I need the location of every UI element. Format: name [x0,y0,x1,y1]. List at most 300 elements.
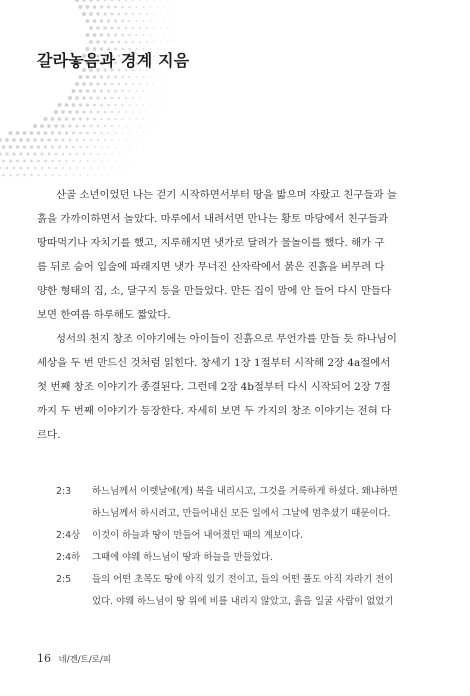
halftone-dot [128,20,130,22]
halftone-dot [65,146,68,149]
halftone-dot [75,0,79,2]
halftone-dot [48,153,51,156]
halftone-dot [72,146,75,149]
halftone-dot [114,20,117,23]
halftone-dot [20,167,23,170]
verse-item [56,525,436,547]
halftone-dot [122,175,123,176]
halftone-dot [16,131,20,135]
halftone-dot [82,0,86,2]
halftone-dot [72,160,74,162]
halftone-dot [94,174,95,175]
halftone-dot [79,75,83,79]
halftone-dot [143,20,145,22]
halftone-dot [125,125,127,127]
halftone-dot [65,131,68,134]
halftone-dot [160,97,161,98]
halftone-dot [75,124,78,127]
halftone-dot [97,111,100,114]
halftone-dot [104,139,106,141]
halftone-dot [2,174,5,177]
halftone-dot [2,159,5,162]
verse-line: 들의 어떤 초목도 땅에 아직 있기 전이고, 들의 어떤 풀도 아직 자라기 전이 [92,574,394,585]
halftone-dot [96,40,100,44]
halftone-dot [100,104,103,107]
halftone-dot [100,75,103,78]
halftone-dot [72,132,75,135]
halftone-dot [139,41,141,43]
halftone-dot [160,83,161,84]
halftone-dot [93,33,97,37]
halftone-dot [150,6,152,8]
halftone-dot [153,97,154,98]
halftone-dot [93,146,95,148]
halftone-dot [122,160,123,161]
halftone-dot [33,124,37,128]
halftone-dot [16,159,19,162]
halftone-dot [44,174,46,176]
halftone-dot [82,96,85,99]
halftone-dot [12,138,16,142]
halftone-dot [97,153,99,155]
halftone-dot [142,34,144,36]
paragraph-line: 까지 두 번째 이야기가 등장한다. 자세히 보면 두 가지의 창조 이야기는 전혀 다 [37,405,392,417]
halftone-dot [128,90,130,92]
halftone-dot [82,82,86,86]
halftone-dot [143,132,144,133]
halftone-dot [51,174,53,176]
halftone-dot [118,111,120,113]
halftone-dot [125,111,127,113]
halftone-dot [97,139,99,141]
halftone-dot [171,34,172,35]
halftone-dot [111,13,114,16]
halftone-dot [136,146,137,147]
halftone-dot [121,104,123,106]
halftone-dot [115,146,117,148]
halftone-dot [75,96,79,100]
halftone-dot [114,34,117,37]
halftone-dot [96,26,100,30]
halftone-dots-decoration [0,0,200,180]
halftone-dot [86,75,90,79]
halftone-dot [139,139,140,140]
halftone-dot [89,110,92,113]
halftone-dot [101,160,103,162]
halftone-dot [5,152,8,155]
halftone-dot [37,160,40,163]
halftone-dot [100,33,103,36]
verse-text [92,525,436,547]
halftone-dot [139,27,141,29]
halftone-dot [80,174,82,176]
halftone-dot [146,27,148,29]
halftone-dot [23,174,26,177]
halftone-dot [146,111,147,112]
halftone-dot [121,90,123,92]
halftone-dot [58,174,60,176]
halftone-dot [157,6,158,7]
paragraph-line: 첫 번째 창조 이야기가 종결된다. 그런데 2장 4b절부터 다시 시작되어 2장 7절 [37,381,391,393]
page-number: 16 [37,652,51,665]
halftone-dot [157,34,159,36]
halftone-dot [132,0,134,1]
halftone-dot [136,90,138,92]
verse-line: 었다. 야웨 하느님이 땅 위에 비를 내리지 않았고, 흙을 일굴 사람이 없었기 [92,596,394,607]
halftone-dot [69,153,72,156]
halftone-dot [83,125,86,128]
halftone-dot [51,145,54,148]
paragraph-line: 성서의 천지 창조 이야기에는 아이들이 진흙으로 무언가를 만들 듯 하나님이 [56,333,397,345]
halftone-dot [129,132,131,134]
halftone-dot [23,131,27,135]
halftone-dot [107,75,110,78]
halftone-dot [118,125,120,127]
halftone-dot [107,5,110,8]
halftone-dot [101,174,102,175]
halftone-dot [54,138,57,141]
halftone-dot [136,132,137,133]
halftone-dot [100,132,102,134]
halftone-dot [164,76,165,77]
halftone-dot [48,167,50,169]
halftone-dot [118,139,120,141]
halftone-dot [51,117,55,121]
halftone-dot [82,110,85,113]
halftone-dot [9,145,13,149]
halftone-dot [132,83,134,85]
halftone-dot [86,33,90,37]
verse-text [92,481,436,525]
halftone-dot [96,0,99,2]
halftone-dot [121,76,124,79]
halftone-dot [90,139,92,141]
halftone-dot [139,97,141,99]
halftone-dot [118,0,121,1]
halftone-dot [157,76,158,77]
halftone-dot [89,96,92,99]
halftone-dot [160,27,161,28]
halftone-dot [68,124,71,127]
halftone-dot [93,5,97,9]
halftone-dot [132,111,134,113]
halftone-dot [104,125,106,127]
paragraph-line: 땅따먹기나 자치기를 했고, 지루해지면 냇가로 달려가 물놀이를 했다. 해가 구 [37,237,385,249]
halftone-dot [93,132,95,134]
halftone-dot [111,167,112,168]
halftone-dot [73,174,75,176]
halftone-dot [136,118,138,120]
halftone-dot [9,159,12,162]
halftone-dot [72,117,75,120]
halftone-dot [153,41,155,43]
halftone-dot [114,76,117,79]
paragraph-2 [37,327,434,447]
halftone-dot [89,12,93,16]
book-title: 네/겐/트/로/피 [58,655,112,665]
halftone-dot [75,82,79,86]
halftone-dot [125,139,127,141]
halftone-dot [135,34,137,36]
halftone-dot [65,103,69,107]
halftone-dot [171,7,172,8]
halftone-dot [58,131,61,134]
halftone-dot [30,131,34,135]
halftone-dot [125,153,126,154]
halftone-dot [125,0,127,1]
halftone-dot [164,20,165,21]
halftone-dot [68,96,72,100]
halftone-dot [79,103,82,106]
halftone-dot [107,118,109,120]
halftone-dot [171,91,172,92]
halftone-dot [61,124,64,127]
halftone-dot [44,160,47,163]
halftone-dot [136,104,138,106]
halftone-dot [33,138,37,142]
halftone-dot [103,0,106,2]
halftone-dot [69,167,71,169]
halftone-dot [41,153,44,156]
halftone-dot [139,125,140,126]
halftone-dot [143,6,145,8]
halftone-dot [23,145,26,148]
halftone-dot [75,110,78,113]
halftone-dot [61,110,65,114]
halftone-dot [100,5,103,8]
halftone-dot [164,34,165,35]
halftone-dot [54,124,58,128]
section-heading: 갈라놓음과 경계 지음 [37,51,190,70]
verse-reference: 2:4상 [56,530,81,541]
halftone-dot [9,131,13,135]
halftone-dot [0,152,2,155]
halftone-dot [100,19,103,22]
halftone-dot [19,138,23,142]
halftone-dot [12,152,15,155]
halftone-dot [115,132,117,134]
halftone-dot [0,138,2,142]
halftone-dot [6,167,9,170]
paragraph-line: 흙을 가까이하면서 놀았다. 마루에서 내려서면 만나는 황토 마당에서 친구들과 [37,213,388,225]
halftone-dot [100,89,103,92]
halftone-dot [5,138,9,142]
halftone-dot [154,126,155,127]
halftone-dot [114,118,116,120]
halftone-dot [139,13,141,15]
halftone-dot [168,98,169,99]
halftone-dot [167,83,168,84]
halftone-dot [0,167,1,170]
verse-text [92,569,436,613]
halftone-dot [128,104,130,106]
halftone-dot [146,97,148,99]
halftone-dot [132,139,133,140]
halftone-dot [153,0,155,1]
halftone-dot [76,153,78,155]
halftone-dot [110,40,113,43]
halftone-dot [132,13,134,15]
halftone-dot [33,152,36,155]
halftone-dot [44,145,47,148]
halftone-dot [86,146,88,148]
halftone-dot [143,118,144,119]
halftone-dot [86,5,90,9]
halftone-dot [111,153,113,155]
halftone-dot [150,20,152,22]
verse-reference: 2:4하 [56,552,81,563]
halftone-dot [62,153,65,156]
paragraph-line: 르다. [37,429,61,441]
halftone-dot [150,34,152,36]
halftone-dot [108,174,109,175]
halftone-dot [26,152,29,155]
halftone-dot [47,138,50,141]
halftone-dot [107,132,109,134]
halftone-dot [167,27,168,28]
halftone-dot [135,20,137,22]
halftone-dot [167,0,168,1]
halftone-dot [157,104,158,105]
halftone-dot [153,111,154,112]
halftone-dot [132,41,134,43]
halftone-dot [110,26,113,29]
halftone-dot [37,174,39,176]
halftone-dot [118,97,120,99]
halftone-dot [13,167,16,170]
halftone-dot [143,90,145,92]
halftone-dot [135,76,137,78]
halftone-dot [16,174,19,177]
halftone-dot [146,0,148,1]
halftone-dot [146,125,147,126]
halftone-dot [58,103,62,107]
halftone-dot [122,118,124,120]
halftone-dot [118,27,121,30]
halftone-dot [51,131,54,134]
halftone-dot [160,0,161,1]
halftone-dot [30,145,33,148]
halftone-dot [76,167,78,169]
halftone-dot [90,125,93,128]
halftone-dot [9,174,12,177]
halftone-dot [143,76,145,78]
halftone-dot [121,34,124,37]
halftone-dot [111,0,114,1]
halftone-dot [97,167,99,169]
halftone-dot [139,0,141,1]
halftone-dot [54,110,58,114]
halftone-dot [150,90,152,92]
halftone-dot [69,139,72,142]
halftone-dot [114,6,117,9]
halftone-dot [107,104,110,107]
halftone-dot [129,118,131,120]
paragraph-line: 름 뒤로 숨어 입술에 파래지면 냇가 무너진 산자락에서 붉은 진흙을 버무려 다 [37,261,385,273]
halftone-dot [125,13,128,16]
verse-item [56,569,436,613]
halftone-dot [79,146,81,148]
paragraph-line: 보면 한여름 하루해도 짧았다. [37,309,171,321]
halftone-dot [132,153,133,154]
halftone-dot [58,146,61,149]
halftone-dot [93,89,96,92]
halftone-dot [125,97,127,99]
halftone-dot [178,21,179,22]
halftone-dot [86,89,90,93]
halftone-dot [82,12,86,16]
verse-item [56,481,436,525]
halftone-dot [108,146,110,148]
halftone-dot [118,13,121,16]
scripture-quote-block [56,481,436,613]
halftone-dot [157,90,158,91]
halftone-dot [55,153,58,156]
halftone-dot [104,111,107,114]
halftone-dot [115,175,116,176]
halftone-dot [83,167,85,169]
paragraph-line: 양한 형태의 집, 소, 달구지 등을 만들었다. 만든 집이 맘에 안 들어 다시 만들다 [37,285,391,297]
halftone-dot [122,132,124,134]
halftone-dot [55,167,57,169]
halftone-dot [30,160,33,163]
halftone-dot [107,33,110,36]
halftone-dot [175,42,176,43]
halftone-dot [122,146,123,147]
halftone-dot [90,153,92,155]
halftone-dot [160,41,161,42]
halftone-dot [86,132,89,135]
halftone-dot [103,12,106,15]
halftone-dot [125,83,127,85]
halftone-dot [61,138,64,141]
halftone-dot [157,119,158,120]
halftone-dot [175,28,176,29]
halftone-dot [160,13,161,14]
verse-line: 이것이 하늘과 땅이 만들어 내어졌던 때의 계보이다. [92,530,304,541]
halftone-dot [135,6,137,8]
halftone-dot [93,19,97,23]
halftone-dot [150,118,151,119]
halftone-dot [118,167,119,168]
halftone-dot [140,154,141,155]
halftone-dot [161,112,162,113]
halftone-dot [58,117,62,121]
paragraph-line: 세상을 두 번 만드신 것처럼 읽힌다. 창세기 1장 1절부터 시작해 2장 4a절에서 [37,357,391,369]
halftone-dot [126,168,127,169]
halftone-dot [114,104,116,106]
halftone-dot [125,41,128,44]
halftone-dot [79,132,82,135]
verse-line: 그때에 야웨 하느님이 땅과 하늘을 만들었다. [92,552,273,563]
halftone-dot [93,103,96,106]
halftone-dot [153,27,155,29]
halftone-dot [103,82,106,85]
halftone-dot [40,124,44,128]
halftone-dot [121,20,124,23]
page-footer [37,652,111,665]
halftone-dot [96,96,99,99]
halftone-dot [104,167,105,168]
halftone-dot [103,40,106,43]
verse-line: 하느님께서 하시려고, 만들어내신 모든 일에서 그날에 멈추셨기 때문이다. [92,508,391,519]
halftone-dot [65,160,67,162]
halftone-dot [178,35,179,36]
halftone-dot [164,6,165,7]
paragraph-1 [37,183,434,327]
verse-reference: 2:5 [56,574,72,585]
halftone-dot [111,97,114,100]
